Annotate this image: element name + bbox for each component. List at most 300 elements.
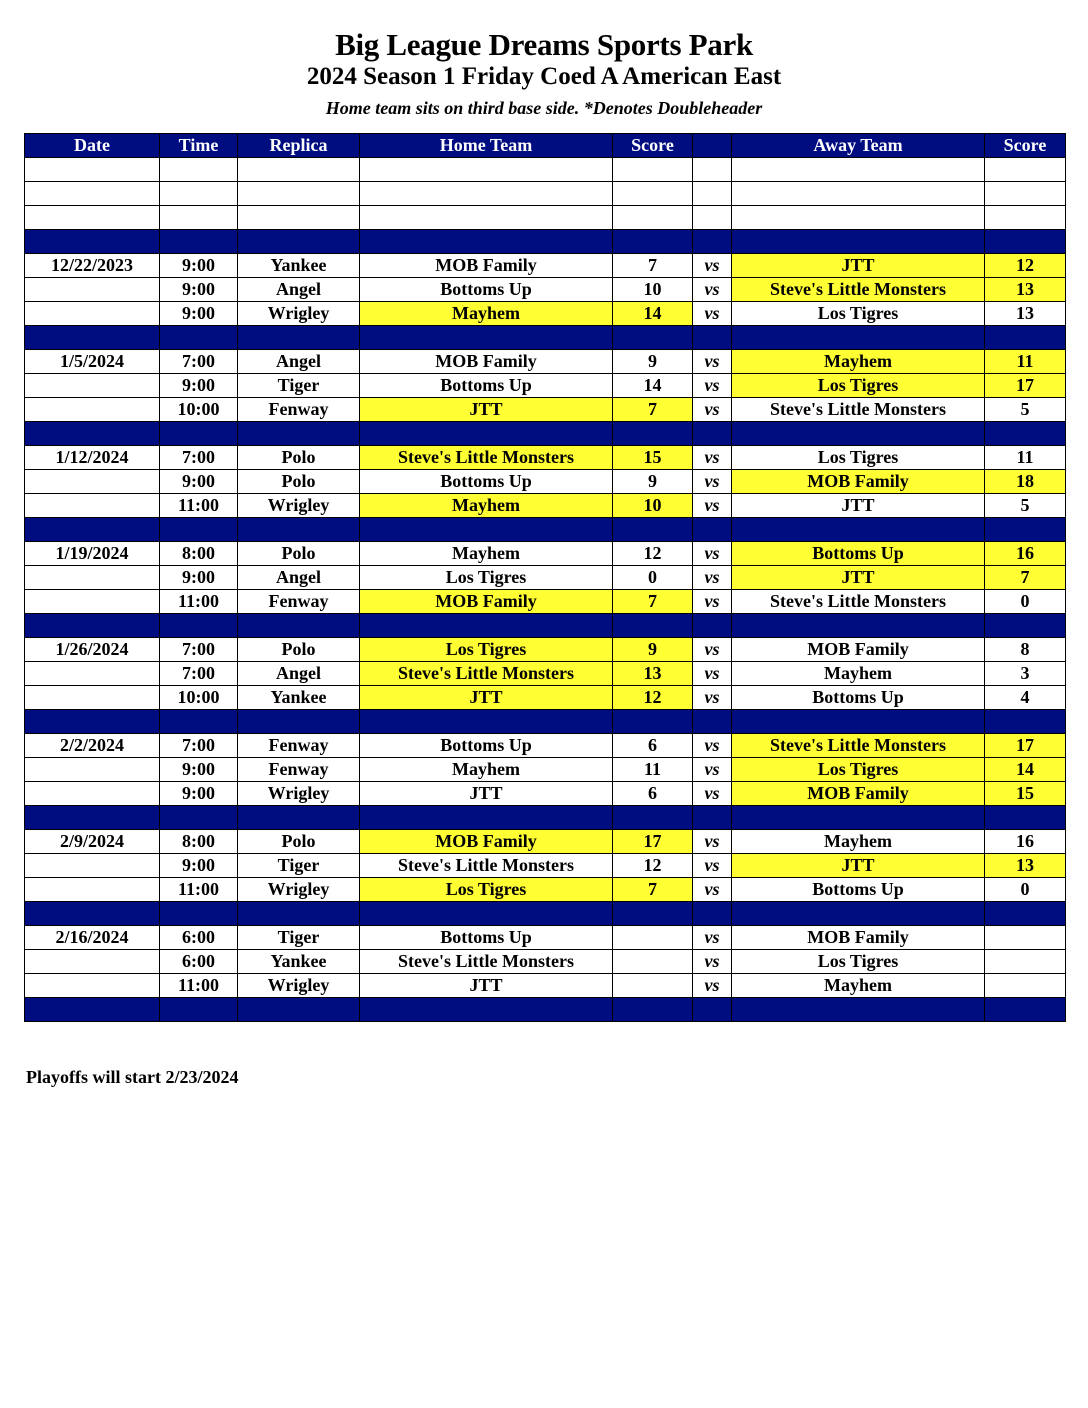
vs-cell: vs [693,254,732,278]
separator-cell [693,902,732,926]
home-team-cell: Los Tigres [360,638,613,662]
separator-cell [238,422,360,446]
separator-cell [613,518,693,542]
away-score-cell: 17 [985,374,1066,398]
home-team-cell: Mayhem [360,758,613,782]
separator-cell [360,230,613,254]
separator-cell [693,230,732,254]
game-row [25,758,1066,782]
separator-cell [732,806,985,830]
home-team-cell: JTT [360,686,613,710]
date-cell [25,686,160,710]
replica-cell: Polo [238,470,360,494]
vs-cell: vs [693,302,732,326]
replica-cell: Wrigley [238,878,360,902]
separator-cell [613,902,693,926]
replica-cell: Angel [238,278,360,302]
away-score-cell: 0 [985,878,1066,902]
away-team-cell: JTT [732,566,985,590]
time-cell: 11:00 [160,494,238,518]
vs-cell: vs [693,830,732,854]
date-cell [25,374,160,398]
column-header-away-team: Away Team [732,134,985,158]
separator-cell [160,422,238,446]
home-score-cell: 10 [613,494,693,518]
separator-cell [25,230,160,254]
away-score-cell: 13 [985,854,1066,878]
separator-cell [985,326,1066,350]
separator-cell [360,518,613,542]
vs-cell: vs [693,494,732,518]
home-team-cell: MOB Family [360,590,613,614]
date-cell: 1/19/2024 [25,542,160,566]
vs-cell: vs [693,590,732,614]
vs-cell: vs [693,350,732,374]
away-team-cell: Mayhem [732,350,985,374]
home-score-cell: 7 [613,254,693,278]
home-team-cell: Mayhem [360,302,613,326]
separator-cell [732,998,985,1022]
home-team-cell: Los Tigres [360,878,613,902]
replica-cell: Angel [238,350,360,374]
vs-cell: vs [693,542,732,566]
time-cell: 8:00 [160,542,238,566]
separator-cell [985,806,1066,830]
separator-cell [25,806,160,830]
replica-cell: Polo [238,638,360,662]
home-team-cell: Bottoms Up [360,926,613,950]
game-row [25,206,1066,230]
separator-cell [238,806,360,830]
home-team-cell [360,158,613,182]
away-team-cell: MOB Family [732,782,985,806]
separator-cell [25,422,160,446]
separator-cell [238,998,360,1022]
home-team-cell: Mayhem [360,542,613,566]
away-score-cell: 15 [985,782,1066,806]
game-row [25,446,1066,470]
separator-cell [160,806,238,830]
time-cell: 7:00 [160,350,238,374]
home-score-cell: 12 [613,542,693,566]
time-cell: 11:00 [160,878,238,902]
time-cell [160,158,238,182]
away-team-cell: Mayhem [732,662,985,686]
time-cell: 9:00 [160,566,238,590]
away-score-cell: 11 [985,446,1066,470]
separator-cell [985,614,1066,638]
time-cell: 9:00 [160,278,238,302]
schedule-body [25,158,1066,1022]
replica-cell: Angel [238,566,360,590]
vs-cell: vs [693,734,732,758]
time-cell: 9:00 [160,782,238,806]
separator-cell [238,902,360,926]
replica-cell: Yankee [238,950,360,974]
home-score-cell: 10 [613,278,693,302]
home-score-cell: 12 [613,686,693,710]
separator-cell [613,806,693,830]
home-team-cell: Bottoms Up [360,470,613,494]
playoffs-note: Playoffs will start 2/23/2024 [26,1067,239,1087]
date-cell [25,470,160,494]
time-cell: 6:00 [160,950,238,974]
home-team-cell: Steve's Little Monsters [360,854,613,878]
away-score-cell: 14 [985,758,1066,782]
home-team-cell [360,206,613,230]
separator-cell [732,518,985,542]
home-score-cell: 15 [613,446,693,470]
date-cell [25,494,160,518]
replica-cell: Tiger [238,374,360,398]
separator-cell [25,998,160,1022]
vs-cell [693,158,732,182]
column-header-time: Time [160,134,238,158]
separator-cell [613,230,693,254]
time-cell: 9:00 [160,374,238,398]
separator-cell [732,422,985,446]
week-separator-row [25,806,1066,830]
away-score-cell: 13 [985,278,1066,302]
separator-cell [985,998,1066,1022]
replica-cell: Tiger [238,854,360,878]
away-score-cell: 7 [985,566,1066,590]
vs-cell: vs [693,566,732,590]
replica-cell: Wrigley [238,782,360,806]
schedule-table [24,133,1066,1022]
home-team-cell: Bottoms Up [360,734,613,758]
away-score-cell [985,182,1066,206]
week-separator-row [25,710,1066,734]
column-header-home-team: Home Team [360,134,613,158]
vs-cell: vs [693,662,732,686]
replica-cell [238,206,360,230]
game-row [25,830,1066,854]
separator-cell [160,614,238,638]
date-cell: 2/16/2024 [25,926,160,950]
home-team-cell: MOB Family [360,350,613,374]
replica-cell: Fenway [238,398,360,422]
game-row [25,782,1066,806]
home-score-cell: 12 [613,854,693,878]
week-separator-row [25,518,1066,542]
game-row [25,638,1066,662]
separator-cell [360,998,613,1022]
separator-cell [160,710,238,734]
away-team-cell: Los Tigres [732,374,985,398]
separator-cell [693,614,732,638]
home-score-cell [613,158,693,182]
home-team-cell: Steve's Little Monsters [360,950,613,974]
away-team-cell: Bottoms Up [732,542,985,566]
away-score-cell: 12 [985,254,1066,278]
vs-cell [693,206,732,230]
separator-cell [25,902,160,926]
replica-cell: Wrigley [238,302,360,326]
separator-cell [693,422,732,446]
away-score-cell [985,950,1066,974]
separator-cell [160,326,238,350]
away-score-cell: 16 [985,830,1066,854]
time-cell: 6:00 [160,926,238,950]
game-row [25,590,1066,614]
away-team-cell: Steve's Little Monsters [732,734,985,758]
separator-cell [732,326,985,350]
date-cell [25,590,160,614]
vs-cell: vs [693,854,732,878]
home-score-cell: 9 [613,638,693,662]
date-cell: 2/9/2024 [25,830,160,854]
date-cell [25,974,160,998]
away-score-cell [985,974,1066,998]
week-separator-row [25,326,1066,350]
away-team-cell: JTT [732,854,985,878]
away-team-cell: Steve's Little Monsters [732,398,985,422]
time-cell: 8:00 [160,830,238,854]
away-team-cell: Los Tigres [732,446,985,470]
separator-cell [160,998,238,1022]
replica-cell [238,158,360,182]
separator-cell [360,326,613,350]
game-row [25,542,1066,566]
away-team-cell [732,158,985,182]
date-cell [25,302,160,326]
home-score-cell: 7 [613,398,693,422]
home-score-cell [613,950,693,974]
home-team-cell: JTT [360,974,613,998]
away-score-cell: 8 [985,638,1066,662]
column-header-replica: Replica [238,134,360,158]
date-cell [25,662,160,686]
game-row [25,278,1066,302]
game-row [25,398,1066,422]
home-team-cell: Bottoms Up [360,278,613,302]
separator-cell [693,326,732,350]
replica-cell: Fenway [238,590,360,614]
separator-cell [25,518,160,542]
date-cell: 12/22/2023 [25,254,160,278]
time-cell: 7:00 [160,662,238,686]
vs-cell: vs [693,974,732,998]
date-cell: 2/2/2024 [25,734,160,758]
home-team-cell: Mayhem [360,494,613,518]
home-team-cell [360,182,613,206]
separator-cell [238,710,360,734]
home-score-cell [613,926,693,950]
game-row [25,686,1066,710]
home-score-cell: 7 [613,878,693,902]
home-team-cell: Steve's Little Monsters [360,662,613,686]
page-header [0,26,1088,118]
date-cell [25,878,160,902]
time-cell: 9:00 [160,254,238,278]
replica-cell: Wrigley [238,494,360,518]
date-cell [25,278,160,302]
separator-cell [360,614,613,638]
time-cell: 9:00 [160,302,238,326]
home-score-cell: 9 [613,350,693,374]
away-team-cell: JTT [732,494,985,518]
game-row [25,854,1066,878]
away-team-cell: JTT [732,254,985,278]
replica-cell: Tiger [238,926,360,950]
separator-cell [238,614,360,638]
home-score-cell: 11 [613,758,693,782]
time-cell: 10:00 [160,398,238,422]
away-score-cell: 17 [985,734,1066,758]
away-team-cell: MOB Family [732,638,985,662]
date-cell [25,566,160,590]
separator-cell [160,518,238,542]
separator-cell [238,518,360,542]
replica-cell: Yankee [238,686,360,710]
home-score-cell: 17 [613,830,693,854]
away-score-cell: 11 [985,350,1066,374]
separator-cell [360,422,613,446]
away-team-cell: Steve's Little Monsters [732,278,985,302]
replica-cell: Polo [238,542,360,566]
date-cell [25,158,160,182]
away-score-cell: 4 [985,686,1066,710]
separator-cell [238,326,360,350]
away-score-cell [985,926,1066,950]
game-row [25,158,1066,182]
replica-cell: Fenway [238,734,360,758]
away-score-cell: 5 [985,494,1066,518]
home-team-cell: Los Tigres [360,566,613,590]
separator-cell [25,710,160,734]
away-team-cell: MOB Family [732,926,985,950]
away-score-cell: 18 [985,470,1066,494]
replica-cell: Angel [238,662,360,686]
vs-cell: vs [693,638,732,662]
away-team-cell [732,206,985,230]
vs-cell: vs [693,686,732,710]
away-team-cell [732,182,985,206]
replica-cell: Yankee [238,254,360,278]
home-score-cell: 6 [613,734,693,758]
separator-cell [360,806,613,830]
separator-cell [613,998,693,1022]
game-row [25,974,1066,998]
game-row [25,182,1066,206]
separator-cell [693,518,732,542]
column-header-home-score: Score [613,134,693,158]
separator-cell [613,326,693,350]
away-team-cell: Bottoms Up [732,686,985,710]
game-row [25,374,1066,398]
date-cell [25,758,160,782]
time-cell: 9:00 [160,854,238,878]
vs-cell: vs [693,926,732,950]
separator-cell [693,806,732,830]
away-score-cell [985,158,1066,182]
away-team-cell: Mayhem [732,974,985,998]
separator-cell [732,614,985,638]
game-row [25,254,1066,278]
home-team-cell: JTT [360,782,613,806]
home-score-cell: 9 [613,470,693,494]
separator-cell [732,710,985,734]
date-cell [25,854,160,878]
game-row [25,662,1066,686]
column-header-date: Date [25,134,160,158]
separator-cell [732,230,985,254]
date-cell [25,182,160,206]
game-row [25,494,1066,518]
date-cell [25,950,160,974]
game-row [25,878,1066,902]
vs-cell: vs [693,758,732,782]
page-subtitle: 2024 Season 1 Friday Coed A American East [306,63,782,90]
away-team-cell: Steve's Little Monsters [732,590,985,614]
vs-cell: vs [693,950,732,974]
game-row [25,950,1066,974]
date-cell [25,206,160,230]
table-header-row [25,134,1066,158]
away-team-cell: Los Tigres [732,950,985,974]
home-score-cell [613,206,693,230]
home-score-cell: 13 [613,662,693,686]
home-team-cell: Bottoms Up [360,374,613,398]
time-cell: 7:00 [160,446,238,470]
vs-cell: vs [693,278,732,302]
home-score-cell: 7 [613,590,693,614]
away-team-cell: Los Tigres [732,302,985,326]
time-cell: 9:00 [160,758,238,782]
away-score-cell: 3 [985,662,1066,686]
vs-cell: vs [693,878,732,902]
vs-cell: vs [693,374,732,398]
replica-cell: Polo [238,446,360,470]
time-cell: 11:00 [160,974,238,998]
separator-cell [613,614,693,638]
week-separator-row [25,902,1066,926]
time-cell: 9:00 [160,470,238,494]
week-separator-row [25,614,1066,638]
away-team-cell: Mayhem [732,830,985,854]
away-score-cell: 5 [985,398,1066,422]
away-score-cell: 0 [985,590,1066,614]
separator-cell [613,422,693,446]
home-score-cell: 14 [613,302,693,326]
replica-cell [238,182,360,206]
vs-cell: vs [693,470,732,494]
date-cell [25,398,160,422]
separator-cell [985,230,1066,254]
home-score-cell: 0 [613,566,693,590]
replica-cell: Fenway [238,758,360,782]
away-score-cell: 16 [985,542,1066,566]
time-cell [160,206,238,230]
time-cell [160,182,238,206]
game-row [25,302,1066,326]
game-row [25,926,1066,950]
away-team-cell: Bottoms Up [732,878,985,902]
column-header-away-score: Score [985,134,1066,158]
time-cell: 7:00 [160,734,238,758]
separator-cell [360,902,613,926]
separator-cell [985,518,1066,542]
home-team-cell: Steve's Little Monsters [360,446,613,470]
home-team-cell: MOB Family [360,254,613,278]
separator-cell [238,230,360,254]
time-cell: 7:00 [160,638,238,662]
replica-cell: Polo [238,830,360,854]
game-row [25,350,1066,374]
home-score-cell [613,182,693,206]
date-cell: 1/26/2024 [25,638,160,662]
